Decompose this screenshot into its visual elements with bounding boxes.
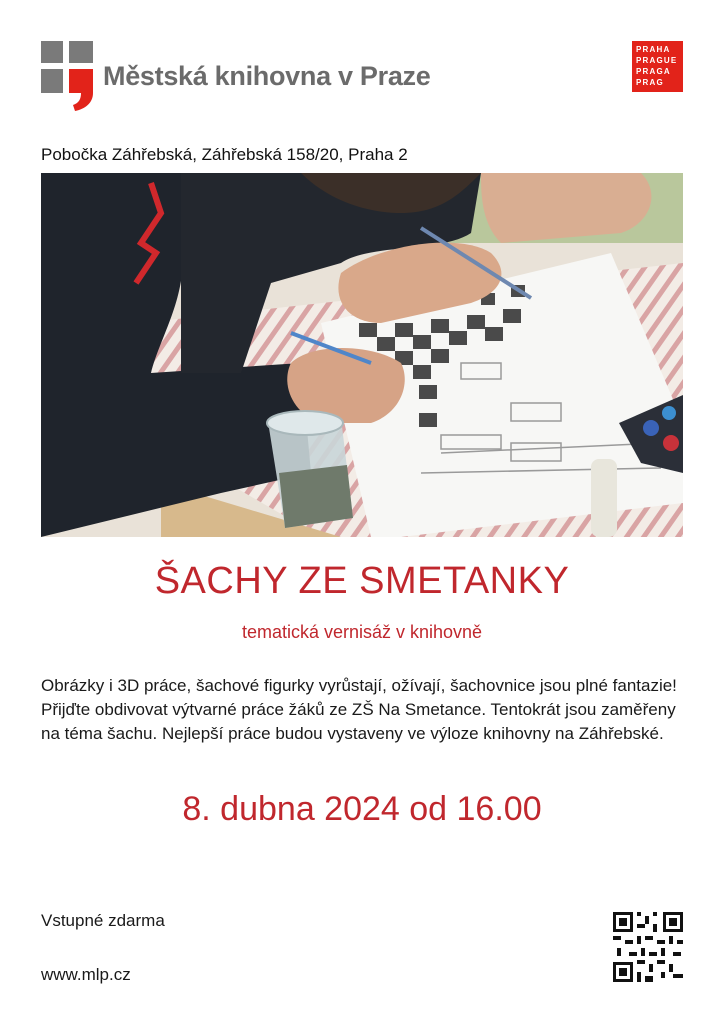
branch-address: Pobočka Záhřebská, Záhřebská 158/20, Praha 2: [41, 145, 408, 164]
photo-illustration: [41, 173, 683, 537]
prague-logo-line: PRAGA: [636, 67, 671, 76]
qr-code-icon[interactable]: [613, 912, 683, 982]
event-photo: [41, 173, 683, 537]
library-logo[interactable]: [41, 41, 481, 111]
library-name: Městská knihovna v Praze: [103, 61, 431, 91]
mlp-logo-icon: [41, 41, 93, 111]
event-description: Obrázky i 3D práce, šachové figurky vyrůstají, ožívají, šachovnice jsou plné fantazie! Přijďte obdivovat výtvarné práce žáků ze ZŠ Na Smetance. Tentokrát jsou zaměřeny na téma šachu. Nejlepší práce budou vystaveny ve výloze knihovny na Záhřebské.: [41, 676, 677, 743]
admission-info: Vstupné zdarma: [41, 911, 165, 930]
prague-logo-line: PRAGUE: [636, 56, 678, 65]
event-subtitle: tematická vernisáž v knihovně: [241, 622, 483, 642]
website-link[interactable]: www.mlp.cz: [41, 965, 131, 984]
prague-logo-line: PRAG: [636, 78, 664, 87]
event-title: ŠACHY ZE SMETANKY: [154, 560, 570, 602]
event-date: 8. dubna 2024 od 16.00: [182, 790, 542, 828]
prague-logo[interactable]: [632, 41, 683, 92]
prague-logo-line: PRAHA: [636, 45, 671, 54]
